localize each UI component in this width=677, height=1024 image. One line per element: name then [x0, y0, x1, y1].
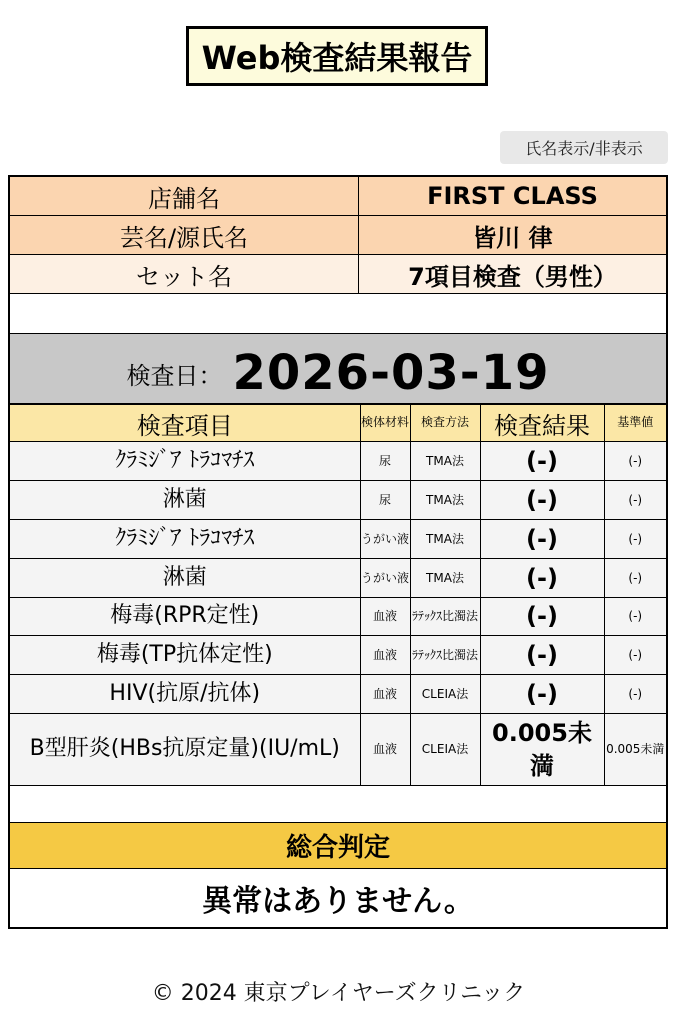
reference: (-)	[604, 636, 666, 675]
header-item: 検査項目	[10, 405, 360, 442]
table-row	[10, 520, 666, 559]
result: (-)	[480, 520, 604, 559]
footer-copyright: © 2024 東京プレイヤーズクリニック	[151, 981, 526, 1006]
header-reference: 基準値	[604, 405, 666, 442]
specimen: うがい液	[360, 520, 410, 559]
page-title: Web検査結果報告	[186, 26, 488, 86]
method: TMA法	[410, 442, 480, 481]
test-item: 淋菌	[10, 481, 360, 520]
result: (-)	[480, 598, 604, 636]
table-row	[10, 714, 666, 786]
test-item: B型肝炎(HBs抗原定量)(IU/mL)	[10, 714, 360, 786]
test-date-row	[10, 334, 666, 404]
test-item: HIV(抗原/抗体)	[10, 675, 360, 714]
method: CLEIA法	[410, 675, 480, 714]
table-header-row	[10, 405, 666, 442]
method: ﾗﾃｯｸｽ比濁法	[410, 598, 480, 636]
header-specimen: 検体材料	[360, 405, 410, 442]
info-row-name	[10, 216, 666, 255]
reference: (-)	[604, 598, 666, 636]
test-item: 淋菌	[10, 559, 360, 598]
table-row	[10, 675, 666, 714]
set-label: セット名	[10, 255, 359, 293]
blank-row	[10, 294, 666, 334]
reference: (-)	[604, 559, 666, 598]
test-item: 梅毒(TP抗体定性)	[10, 636, 360, 675]
name-label: 芸名/源氏名	[10, 216, 359, 254]
results-table	[10, 404, 666, 786]
header-method: 検査方法	[410, 405, 480, 442]
name-value: 皆川 律	[472, 223, 553, 252]
test-item: ｸﾗﾐｼﾞｱ ﾄﾗｺﾏﾁｽ	[10, 520, 360, 559]
result: (-)	[480, 675, 604, 714]
overall-judgement-value: 異常はありません。	[202, 884, 474, 919]
reference: (-)	[604, 442, 666, 481]
specimen: 血液	[360, 598, 410, 636]
method: CLEIA法	[410, 714, 480, 786]
table-row	[10, 559, 666, 598]
test-item: ｸﾗﾐｼﾞｱ ﾄﾗｺﾏﾁｽ	[10, 442, 360, 481]
report-frame	[8, 175, 668, 929]
method: TMA法	[410, 559, 480, 598]
specimen: 血液	[360, 636, 410, 675]
overall-judgement-title: 総合判定	[10, 823, 666, 869]
table-row	[10, 598, 666, 636]
toggle-name-display-button[interactable]: 氏名表示/非表示	[500, 131, 668, 164]
method: TMA法	[410, 481, 480, 520]
result: (-)	[480, 481, 604, 520]
table-row	[10, 636, 666, 675]
specimen: 血液	[360, 675, 410, 714]
info-row-set	[10, 255, 666, 294]
reference: (-)	[604, 675, 666, 714]
reference: (-)	[604, 481, 666, 520]
blank-row	[10, 785, 666, 823]
set-value: 7項目検査（男性）	[408, 262, 617, 291]
info-row-store	[10, 177, 666, 216]
reference: (-)	[604, 520, 666, 559]
method: TMA法	[410, 520, 480, 559]
header-result: 検査結果	[480, 405, 604, 442]
specimen: 尿	[360, 481, 410, 520]
table-row	[10, 481, 666, 520]
result: (-)	[480, 636, 604, 675]
specimen: 血液	[360, 714, 410, 786]
test-date-label: 検査日：	[126, 362, 223, 390]
test-item: 梅毒(RPR定性)	[10, 598, 360, 636]
reference: 0.005未満	[604, 714, 666, 786]
specimen: うがい液	[360, 559, 410, 598]
result: (-)	[480, 559, 604, 598]
store-value: FIRST CLASS	[427, 182, 598, 210]
method: ﾗﾃｯｸｽ比濁法	[410, 636, 480, 675]
table-row	[10, 442, 666, 481]
store-label: 店舗名	[10, 177, 359, 215]
result: 0.005未満	[480, 714, 604, 786]
result: (-)	[480, 442, 604, 481]
test-date-value: 2026-03-19	[232, 345, 550, 401]
specimen: 尿	[360, 442, 410, 481]
